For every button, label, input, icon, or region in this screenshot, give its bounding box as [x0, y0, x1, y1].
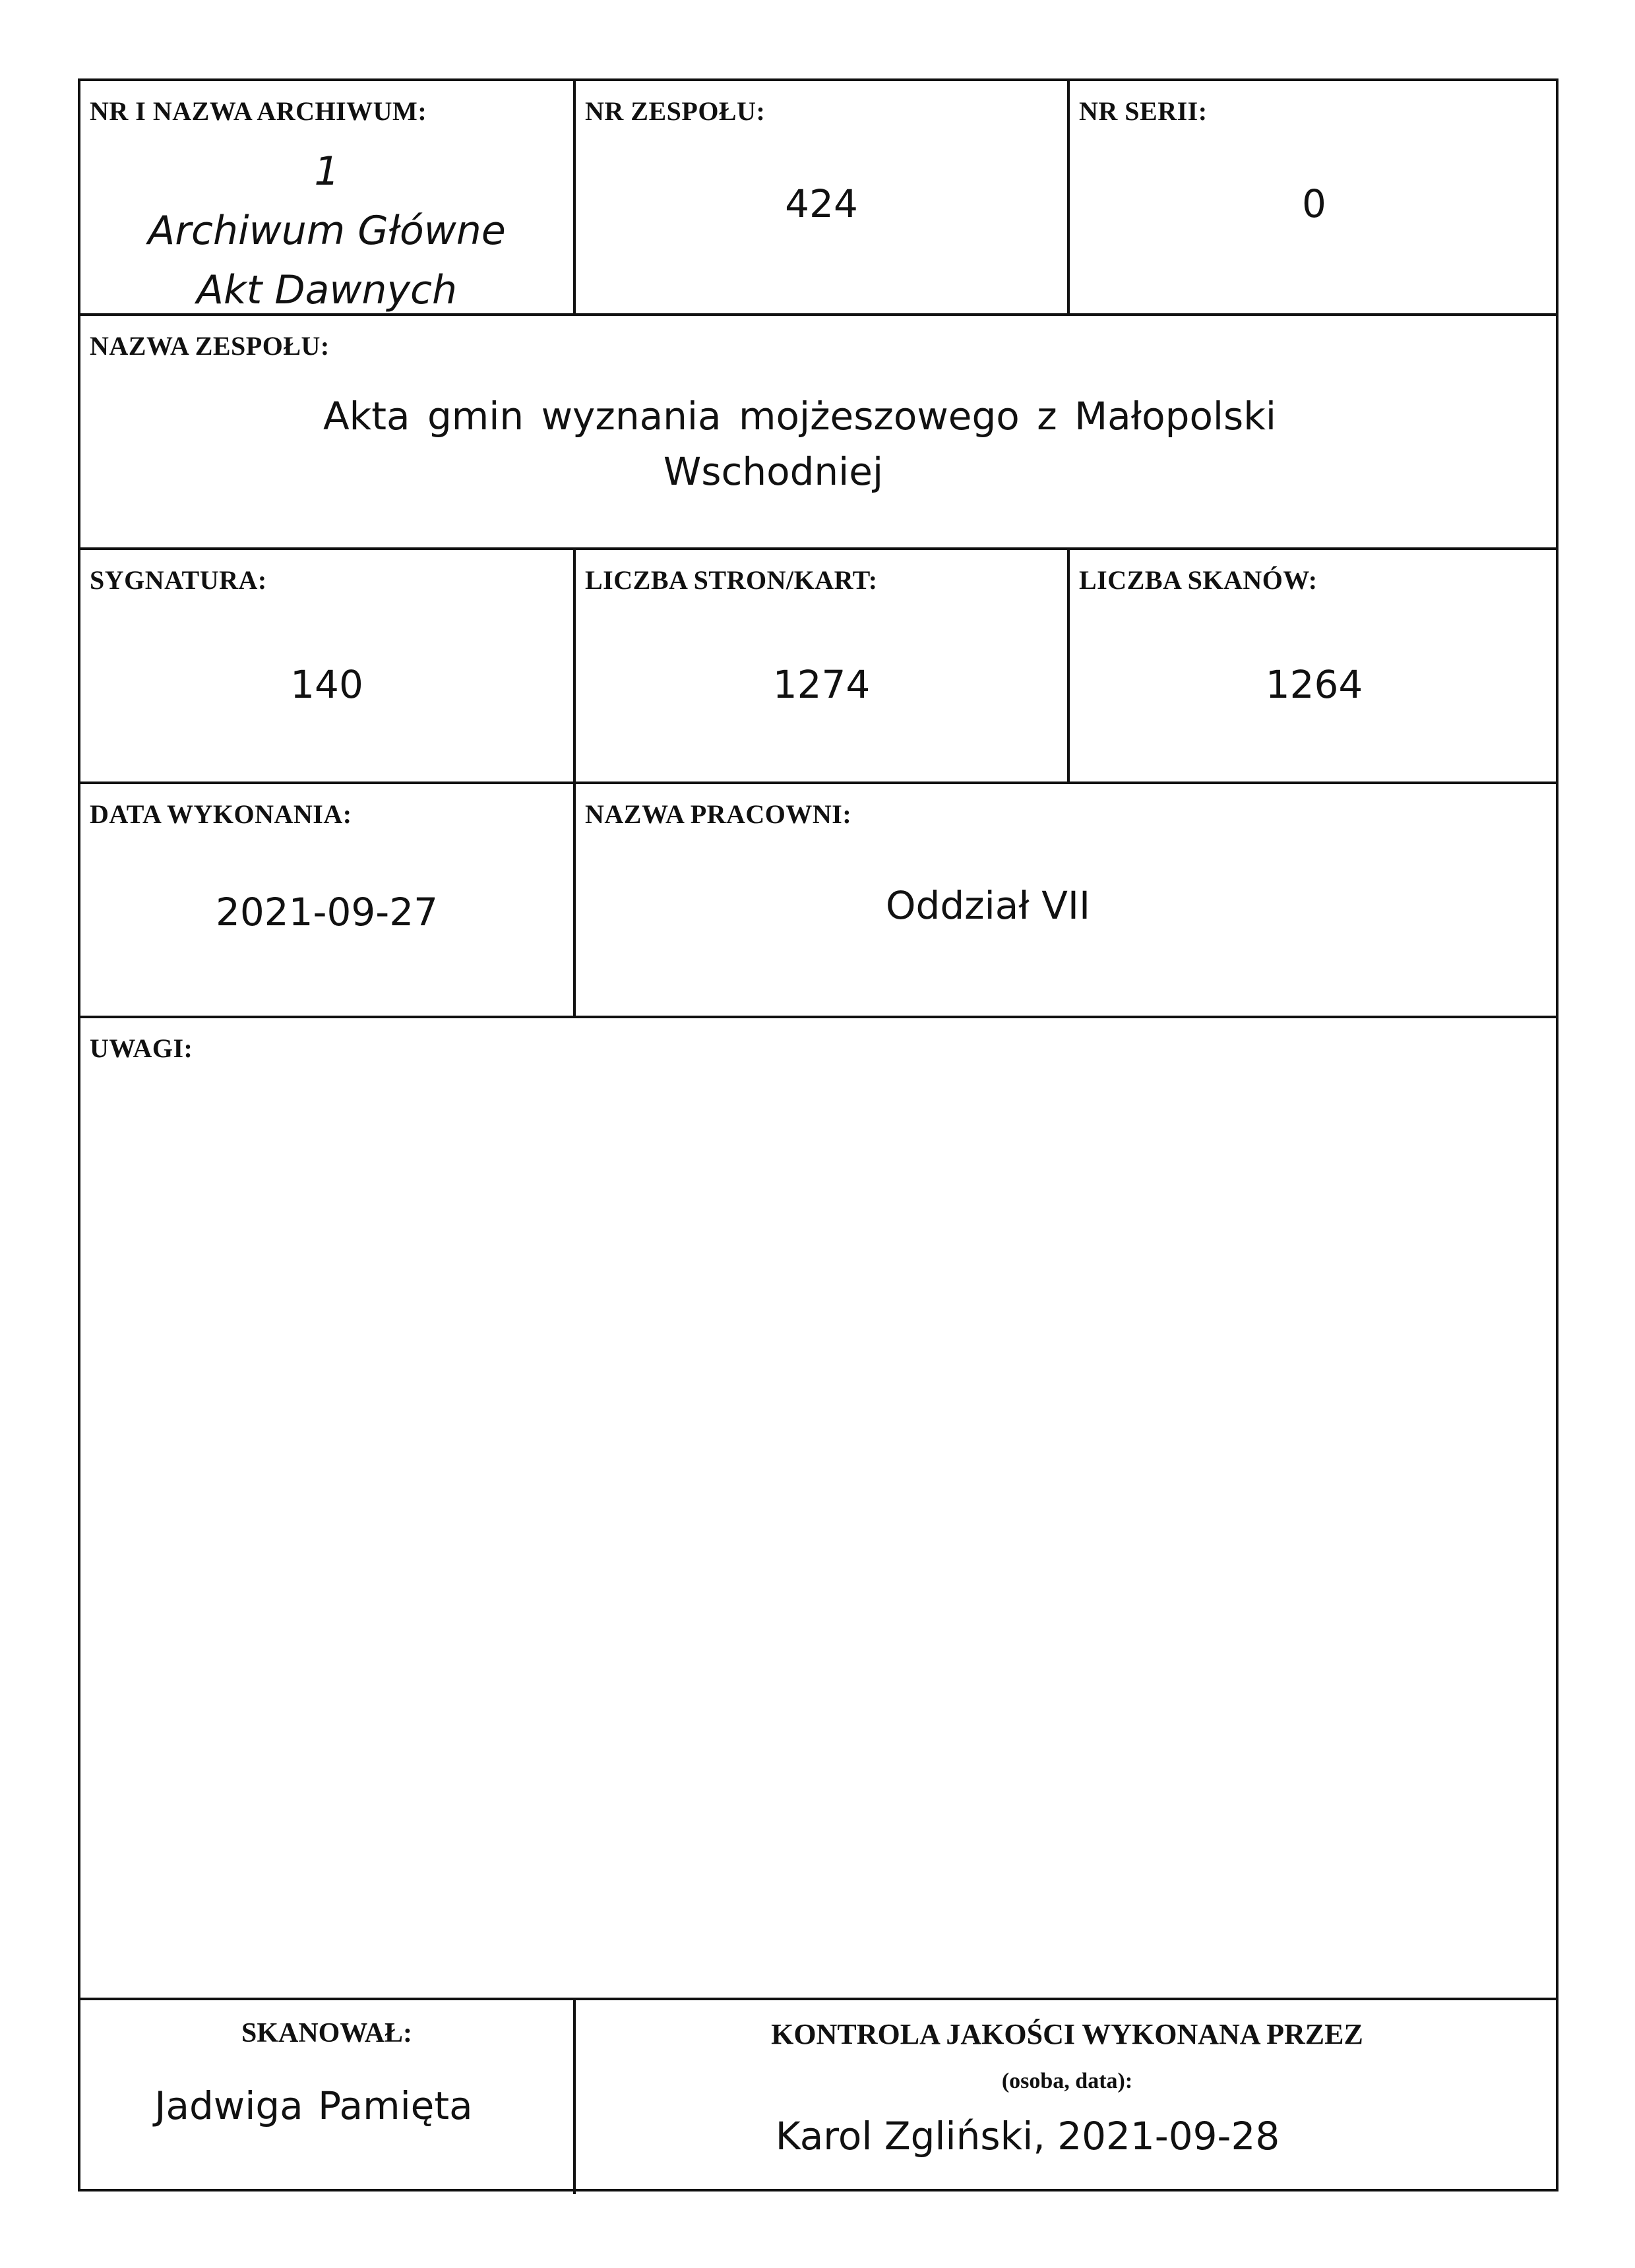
fonds-number-label: NR ZESPOŁU:: [585, 96, 766, 126]
archive-label: NR I NAZWA ARCHIWUM:: [90, 96, 427, 126]
archive-name-line2: Akt Dawnych: [197, 267, 457, 313]
fonds-name-line1: Akta gmin wyznania mojżeszowego z Małopolski: [323, 394, 1276, 439]
scans-count-value: 1264: [1265, 662, 1363, 707]
fonds-name-cell: [80, 316, 1558, 547]
signature-value: 140: [290, 662, 363, 707]
fonds-name-line2: Wschodniej: [663, 449, 884, 494]
series-number-label: NR SERII:: [1079, 96, 1208, 126]
date-made-value: 2021-09-27: [215, 890, 439, 935]
quality-control-cell: [576, 2000, 1558, 2191]
fonds-number-cell: [576, 81, 1067, 313]
series-number-value: 0: [1302, 181, 1326, 226]
signature-cell: [80, 550, 573, 782]
archive-metadata-form: [78, 78, 1558, 2191]
scans-count-label: LICZBA SKANÓW:: [1079, 565, 1318, 595]
scanned-by-label: SKANOWAŁ:: [241, 2018, 413, 2048]
archive-number: 1: [314, 148, 340, 195]
archive-name: [80, 142, 573, 320]
remarks-cell: [80, 1018, 1558, 1998]
scans-count-cell: [1070, 550, 1558, 782]
quality-control-sublabel: (osoba, data):: [1001, 2069, 1133, 2093]
workshop-name-label: NAZWA PRACOWNI:: [585, 799, 852, 829]
remarks-label: UWAGI:: [90, 1033, 193, 1063]
series-number-cell: [1070, 81, 1558, 313]
workshop-name-cell: [576, 784, 1558, 1016]
archive-cell: [80, 81, 573, 313]
pages-count-label: LICZBA STRON/KART:: [585, 565, 878, 595]
fonds-number-value: 424: [785, 181, 858, 226]
fonds-name-label: NAZWA ZESPOŁU:: [90, 331, 330, 361]
pages-count-cell: [576, 550, 1067, 782]
scanned-by-value: Jadwiga Pamięta: [154, 2083, 473, 2128]
pages-count-value: 1274: [772, 662, 871, 707]
quality-control-value: Karol Zgliński, 2021-09-28: [775, 2114, 1280, 2159]
quality-control-label: KONTROLA JAKOŚCI WYKONANA PRZEZ: [771, 2018, 1363, 2050]
date-made-label: DATA WYKONANIA:: [90, 799, 352, 829]
archive-name-line1: Archiwum Główne: [148, 208, 506, 254]
signature-label: SYGNATURA:: [90, 565, 267, 595]
workshop-name-value: Oddział VII: [885, 883, 1091, 928]
scanned-by-cell: [80, 2000, 573, 2191]
